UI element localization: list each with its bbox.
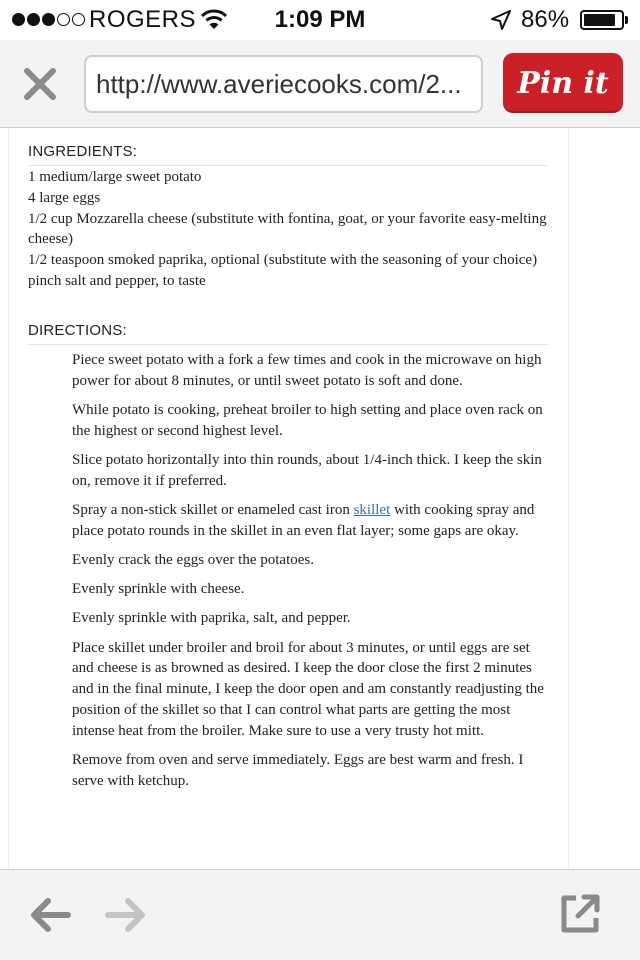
- skillet-link[interactable]: skillet: [353, 501, 391, 518]
- battery-percent: 86%: [521, 6, 570, 33]
- carrier-name: ROGERS: [89, 6, 197, 33]
- direction-step: [72, 500, 550, 542]
- ingredients-heading: INGREDIENTS:: [28, 143, 548, 166]
- direction-step: Evenly sprinkle with paprika, salt, and pepper.: [72, 610, 351, 627]
- direction-step: Piece sweet potato with a fork a few times and cook in the microwave on high power for about 8 minutes, or until sweet potato is soft and done.: [72, 352, 542, 389]
- direction-step: Slice potato horizontally into thin rounds, about 1/4-inch thick. I keep the skin on, remove it if preferred.: [72, 451, 542, 489]
- column-guide: [568, 129, 569, 869]
- share-icon: [558, 892, 602, 936]
- location-arrow-icon: [489, 8, 513, 32]
- ingredient-item: 4 large eggs: [28, 189, 101, 206]
- battery-nub: [625, 16, 628, 24]
- ingredient-item: 1/2 cup Mozzarella cheese (substitute with fontina, goat, or your favorite easy-melting cheese): [28, 210, 547, 248]
- direction-text: with cooking spray and place potato rounds in the skillet in an even flat layer; some gaps are okay.: [72, 501, 535, 539]
- direction-step: Place skillet under broiler and broil for about 3 minutes, or until eggs are set and cheese is as browned as desired. I keep the door close the first 2 minutes and in the final minute, I keep the door open and am constantly readjusting the position of the skillet so that I can control what parts are getting the most intense heat from the broiler. Make sure to use a very trusty hot mitt.: [72, 639, 544, 739]
- ingredient-item: pinch salt and pepper, to taste: [28, 272, 206, 289]
- direction-step: While potato is cooking, preheat broiler to high setting and place oven rack on the highest or second highest level.: [72, 401, 543, 439]
- direction-text: Spray a non-stick skillet or enameled cast iron: [72, 501, 354, 518]
- close-button[interactable]: [20, 64, 60, 104]
- back-button[interactable]: [28, 895, 72, 935]
- share-button[interactable]: [558, 892, 602, 932]
- forward-button[interactable]: [104, 895, 148, 935]
- battery-level-fill: [584, 14, 615, 26]
- pin-it-label: Pin it: [517, 65, 609, 101]
- browser-toolbar: [0, 40, 640, 128]
- ingredient-item: 1/2 teaspoon smoked paprika, optional (substitute with the seasoning of your choice): [28, 252, 538, 269]
- back-arrow-icon: [28, 895, 72, 935]
- column-guide: [8, 129, 9, 869]
- direction-step: Evenly sprinkle with cheese.: [72, 581, 245, 598]
- forward-arrow-icon: [104, 895, 148, 935]
- directions-heading: DIRECTIONS:: [28, 322, 548, 345]
- close-x-icon: [20, 64, 60, 104]
- url-field[interactable]: [84, 55, 483, 113]
- ingredients-list: [28, 167, 553, 292]
- bottom-toolbar: [0, 869, 640, 960]
- status-bar: [0, 0, 640, 40]
- battery-icon: [580, 10, 624, 30]
- status-time: 1:09 PM: [274, 6, 366, 33]
- pin-it-button[interactable]: [503, 53, 623, 113]
- directions-list: [72, 350, 550, 800]
- direction-step: Remove from oven and serve immediately. Eggs are best warm and fresh. I serve with ketchup.: [72, 751, 524, 789]
- direction-step: Evenly crack the eggs over the potatoes.: [72, 551, 314, 568]
- recipe-content: [0, 129, 640, 869]
- url-text: http://www.averiecooks.com/2...: [96, 68, 462, 99]
- ingredient-item: 1 medium/large sweet potato: [28, 169, 202, 185]
